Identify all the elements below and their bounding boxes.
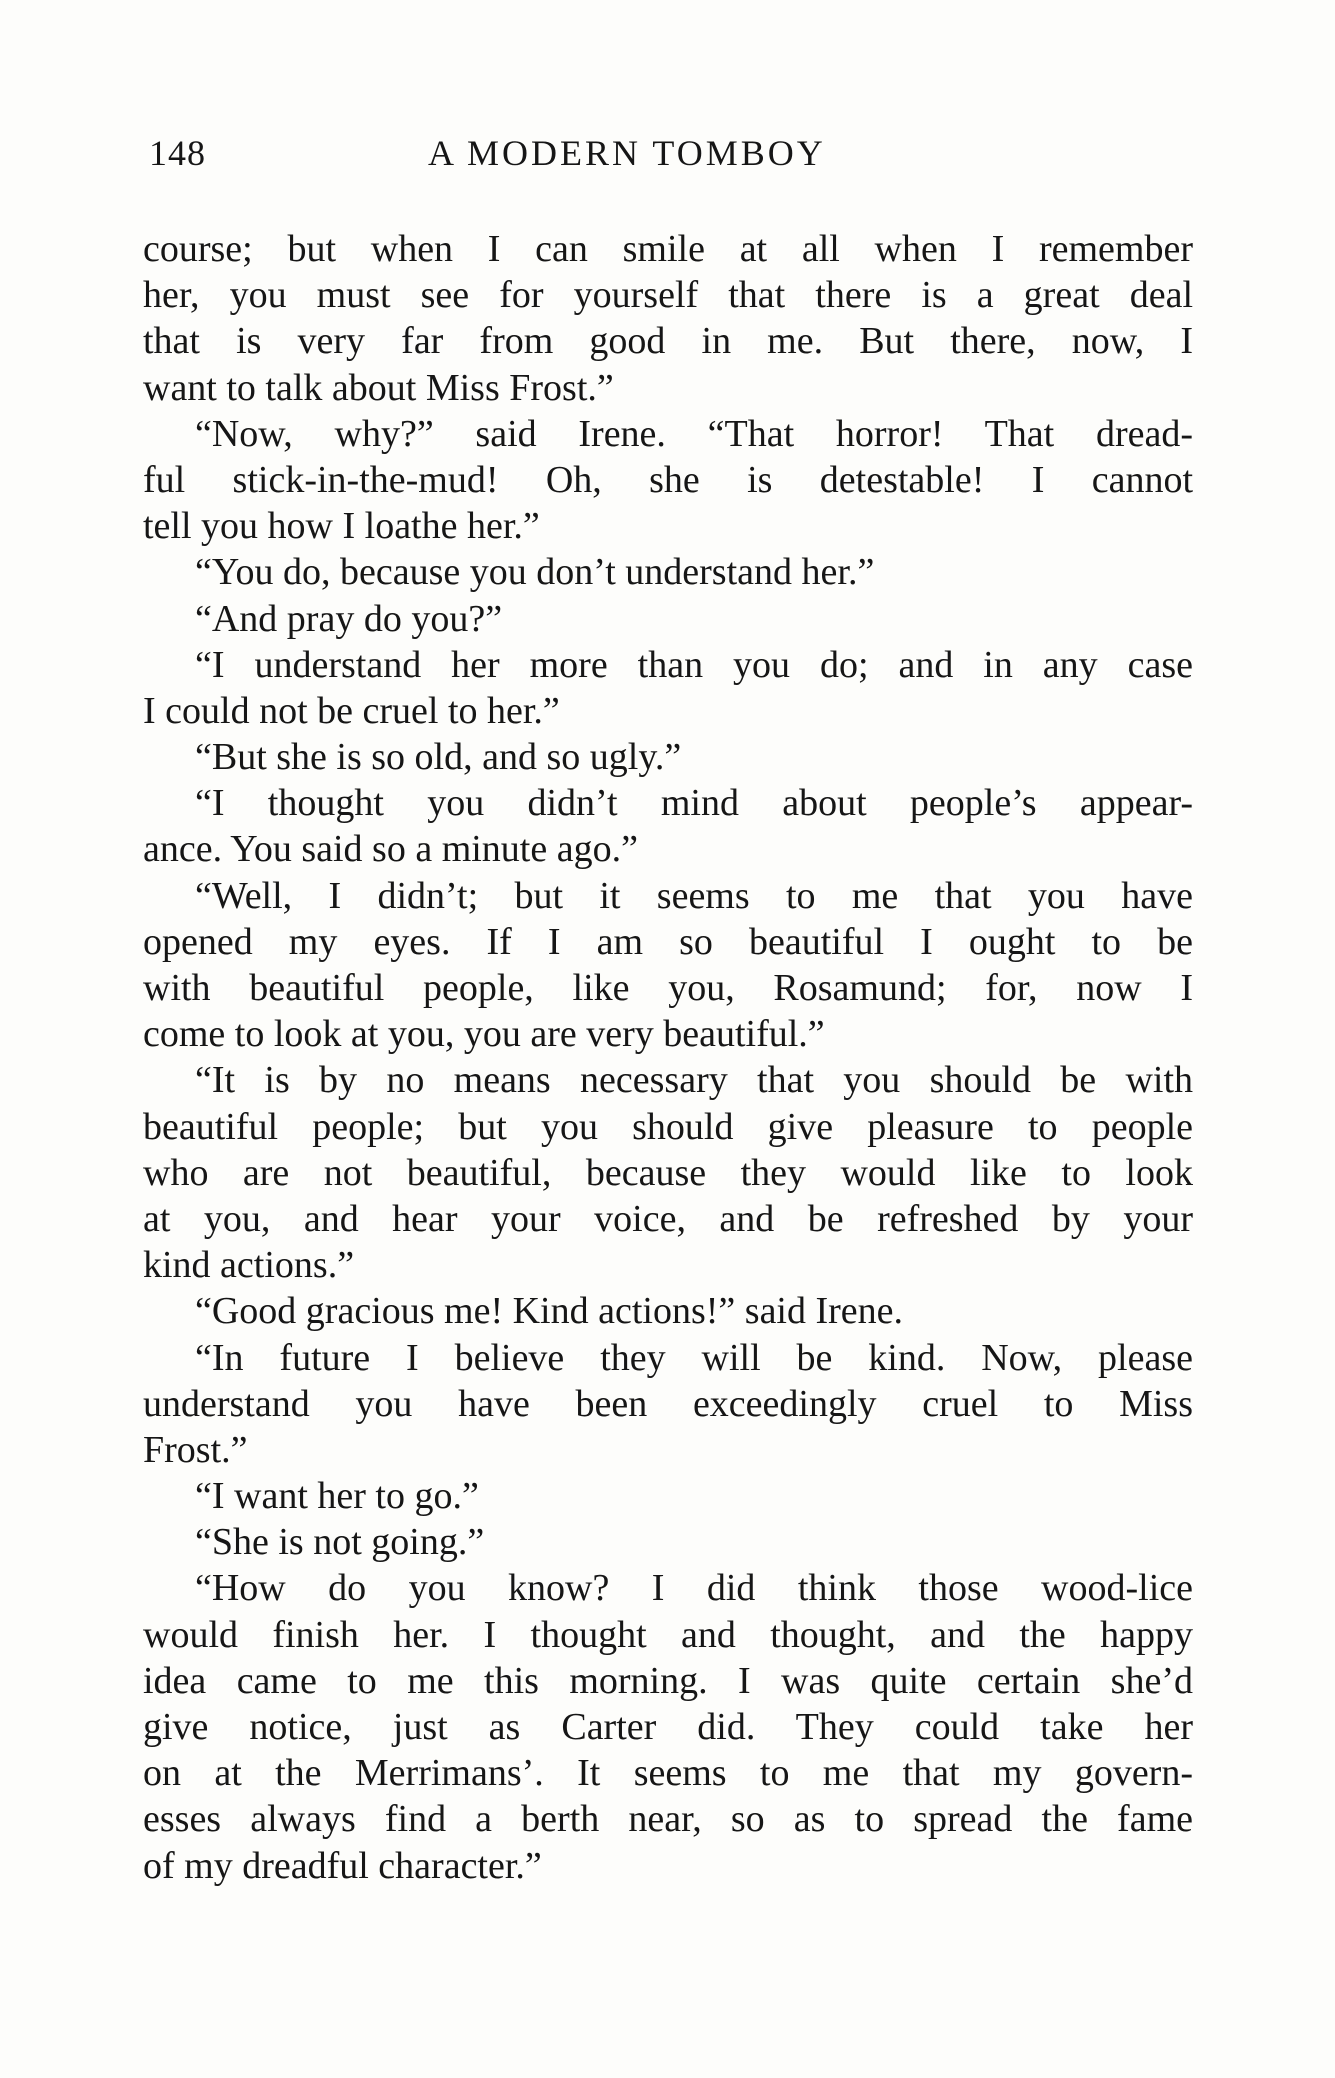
text-line: “In future I believe they will be kind. Now, please [195, 1336, 1193, 1379]
text-line: beautiful people; but you should give pleasure to people [143, 1105, 1193, 1148]
page-number: 148 [149, 133, 206, 173]
text-line: idea came to me this morning. I was quite certain she’d [143, 1659, 1193, 1702]
text-line: “But she is so old, and so ugly.” [195, 736, 682, 779]
page-header [143, 128, 1193, 178]
text-line: Frost.” [143, 1428, 248, 1471]
text-line: “I understand her more than you do; and in any case [195, 643, 1193, 686]
text-line: at you, and hear your voice, and be refreshed by your [143, 1197, 1193, 1240]
text-line: tell you how I loathe her.” [143, 505, 540, 548]
text-line: esses always find a berth near, so as to spread the fame [143, 1798, 1193, 1841]
text-line: “Well, I didn’t; but it seems to me that you have [195, 874, 1193, 917]
text-line: “I want her to go.” [195, 1475, 479, 1518]
body-text [143, 226, 1193, 1889]
text-line: opened my eyes. If I am so beautiful I ought to be [143, 920, 1193, 963]
text-line: “It is by no means necessary that you should be with [195, 1059, 1193, 1102]
text-line: “How do you know? I did think those wood-lice [195, 1567, 1193, 1610]
text-line: understand you have been exceedingly cruel to Miss [143, 1382, 1193, 1425]
text-line: would finish her. I thought and thought, and the happy [143, 1613, 1193, 1656]
text-line: kind actions.” [143, 1244, 355, 1287]
text-line: that is very far from good in me. But there, now, I [143, 320, 1193, 363]
text-line: “She is not going.” [195, 1521, 485, 1564]
text-line: I could not be cruel to her.” [143, 689, 560, 732]
running-title: A MODERN TOMBOY [428, 133, 826, 173]
text-line: “You do, because you don’t understand her.” [195, 551, 875, 594]
text-line: “Now, why?” said Irene. “That horror! That dread- [195, 412, 1193, 455]
text-line: ance. You said so a minute ago.” [143, 828, 638, 871]
text-line: come to look at you, you are very beautiful.” [143, 1013, 825, 1056]
text-line: on at the Merrimans’. It seems to me that my govern- [143, 1752, 1193, 1795]
text-line: want to talk about Miss Frost.” [143, 366, 614, 409]
text-line: course; but when I can smile at all when I remember [143, 228, 1193, 270]
text-line: with beautiful people, like you, Rosamund; for, now I [143, 967, 1193, 1009]
text-line: “I thought you didn’t mind about people’s appear- [195, 782, 1193, 825]
text-line: ful stick-in-the-mud! Oh, she is detestable! I cannot [143, 458, 1193, 501]
text-line: her, you must see for yourself that there is a great deal [143, 274, 1193, 317]
text-line: of my dreadful character.” [143, 1844, 542, 1887]
text-line: “And pray do you?” [195, 597, 503, 640]
text-line: give notice, just as Carter did. They could take her [143, 1706, 1193, 1748]
text-line: “Good gracious me! Kind actions!” said Irene. [195, 1290, 904, 1333]
text-line: who are not beautiful, because they would like to look [143, 1151, 1193, 1194]
